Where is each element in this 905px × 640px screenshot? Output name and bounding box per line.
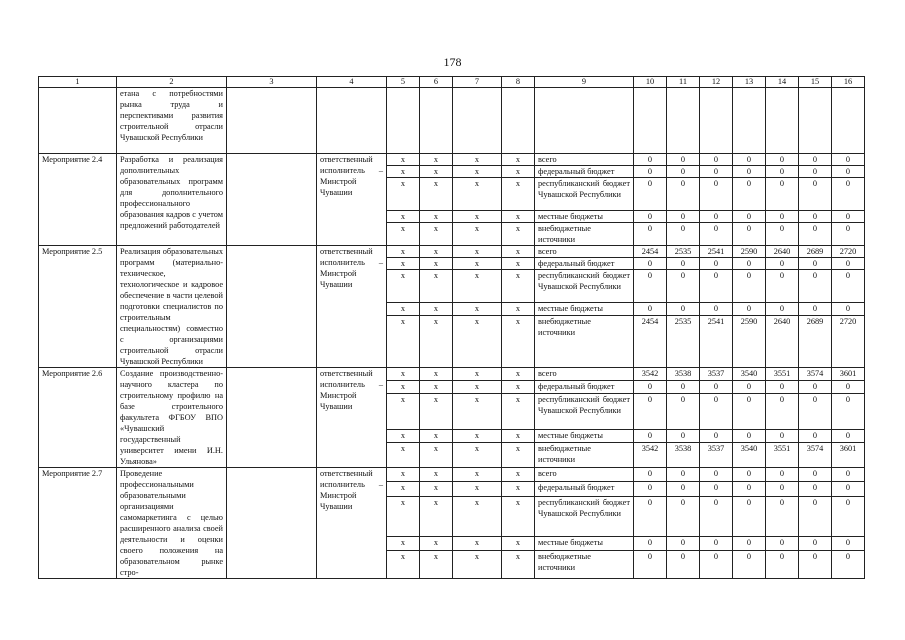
funding-source: всего: [535, 246, 634, 258]
value-cell: 0: [700, 223, 733, 246]
executor-cell: ответственный исполнитель – Минстрой Чувашии: [317, 154, 387, 246]
code-cell: x: [387, 496, 420, 536]
header-cell: 16: [832, 77, 865, 88]
measure-label: Мероприятие 2.4: [39, 154, 117, 246]
value-cell: 3551: [766, 442, 799, 467]
value-cell: 3574: [799, 368, 832, 381]
header-cell: 15: [799, 77, 832, 88]
header-row: [39, 77, 865, 88]
value-cell: 2720: [832, 246, 865, 258]
code-cell: x: [420, 223, 453, 246]
header-cell: 13: [733, 77, 766, 88]
value-cell: 2590: [733, 315, 766, 367]
header-cell: 12: [700, 77, 733, 88]
funding-source: федеральный бюджет: [535, 482, 634, 496]
value-cell: 0: [667, 223, 700, 246]
value-cell: 0: [766, 154, 799, 166]
code-cell: x: [453, 178, 502, 211]
code-cell: x: [502, 468, 535, 482]
code-cell: x: [502, 381, 535, 394]
code-cell: x: [453, 551, 502, 579]
code-cell: x: [420, 482, 453, 496]
code-cell: x: [420, 551, 453, 579]
code-cell: x: [387, 223, 420, 246]
value-cell: 0: [733, 178, 766, 211]
value-cell: 0: [634, 223, 667, 246]
code-cell: x: [387, 442, 420, 467]
funding-source: республиканский бюджет Чувашской Республики: [535, 178, 634, 211]
value-cell: 0: [799, 258, 832, 270]
funding-source: федеральный бюджет: [535, 381, 634, 394]
value-cell: 2689: [799, 246, 832, 258]
value-cell: 0: [634, 154, 667, 166]
table-row: [39, 154, 865, 166]
empty-cell: [799, 88, 832, 154]
empty-cell: [227, 154, 317, 246]
code-cell: x: [387, 551, 420, 579]
empty-cell: [317, 88, 387, 154]
header-cell: 11: [667, 77, 700, 88]
value-cell: 0: [766, 468, 799, 482]
code-cell: x: [453, 368, 502, 381]
value-cell: 0: [799, 166, 832, 178]
code-cell: x: [502, 442, 535, 467]
code-cell: x: [502, 166, 535, 178]
value-cell: 0: [700, 381, 733, 394]
value-cell: 0: [799, 429, 832, 442]
value-cell: 0: [832, 166, 865, 178]
funding-source: федеральный бюджет: [535, 258, 634, 270]
empty-cell: [227, 468, 317, 579]
value-cell: 0: [733, 303, 766, 315]
measure-label: Мероприятие 2.6: [39, 368, 117, 468]
value-cell: 0: [700, 482, 733, 496]
value-cell: 3538: [667, 368, 700, 381]
value-cell: 0: [766, 496, 799, 536]
funding-source: республиканский бюджет Чувашской Республики: [535, 496, 634, 536]
funding-source: внебюджетные источники: [535, 442, 634, 467]
code-cell: x: [502, 211, 535, 223]
value-cell: 0: [799, 551, 832, 579]
value-cell: 0: [799, 223, 832, 246]
header-cell: 2: [117, 77, 227, 88]
code-cell: x: [502, 303, 535, 315]
funding-source: внебюджетные источники: [535, 315, 634, 367]
value-cell: 0: [667, 429, 700, 442]
value-cell: 0: [766, 394, 799, 430]
funding-source: местные бюджеты: [535, 303, 634, 315]
code-cell: x: [387, 482, 420, 496]
value-cell: 2541: [700, 246, 733, 258]
value-cell: 3537: [700, 442, 733, 467]
executor-cell: ответственный исполнитель – Минстрой Чувашии: [317, 368, 387, 468]
value-cell: 0: [634, 166, 667, 178]
empty-cell: [766, 88, 799, 154]
value-cell: 0: [667, 166, 700, 178]
code-cell: x: [453, 536, 502, 550]
value-cell: 0: [667, 258, 700, 270]
funding-source: всего: [535, 468, 634, 482]
empty-cell: [453, 88, 502, 154]
value-cell: 2454: [634, 246, 667, 258]
code-cell: x: [387, 270, 420, 303]
value-cell: 0: [667, 211, 700, 223]
value-cell: 0: [766, 166, 799, 178]
value-cell: 0: [733, 223, 766, 246]
header-cell: 6: [420, 77, 453, 88]
value-cell: 0: [634, 482, 667, 496]
value-cell: 0: [667, 154, 700, 166]
value-cell: 0: [799, 536, 832, 550]
code-cell: x: [502, 223, 535, 246]
value-cell: 3540: [733, 442, 766, 467]
code-cell: x: [453, 496, 502, 536]
code-cell: x: [387, 368, 420, 381]
empty-cell: [667, 88, 700, 154]
value-cell: 0: [700, 258, 733, 270]
value-cell: 0: [634, 303, 667, 315]
header-cell: 4: [317, 77, 387, 88]
code-cell: x: [420, 429, 453, 442]
value-cell: 0: [832, 303, 865, 315]
empty-cell: [700, 88, 733, 154]
value-cell: 0: [667, 536, 700, 550]
header-cell: 14: [766, 77, 799, 88]
value-cell: 0: [667, 270, 700, 303]
value-cell: 0: [634, 551, 667, 579]
code-cell: x: [387, 468, 420, 482]
code-cell: x: [387, 381, 420, 394]
value-cell: 0: [766, 381, 799, 394]
empty-cell: [535, 88, 634, 154]
code-cell: x: [420, 381, 453, 394]
code-cell: x: [502, 496, 535, 536]
code-cell: x: [502, 178, 535, 211]
empty-cell: [227, 246, 317, 368]
funding-source: внебюджетные источники: [535, 223, 634, 246]
code-cell: x: [420, 368, 453, 381]
value-cell: 0: [799, 482, 832, 496]
code-cell: x: [502, 551, 535, 579]
code-cell: x: [453, 211, 502, 223]
code-cell: x: [453, 482, 502, 496]
value-cell: 0: [832, 394, 865, 430]
code-cell: x: [387, 394, 420, 430]
value-cell: 2689: [799, 315, 832, 367]
value-cell: 2590: [733, 246, 766, 258]
value-cell: 0: [667, 178, 700, 211]
code-cell: x: [420, 303, 453, 315]
header-cell: 3: [227, 77, 317, 88]
value-cell: 0: [832, 258, 865, 270]
code-cell: x: [502, 536, 535, 550]
funding-source: местные бюджеты: [535, 536, 634, 550]
value-cell: 0: [832, 429, 865, 442]
empty-cell: [227, 368, 317, 468]
value-cell: 3542: [634, 442, 667, 467]
measure-cell: [39, 88, 117, 154]
code-cell: x: [453, 303, 502, 315]
value-cell: 0: [634, 270, 667, 303]
value-cell: 0: [799, 178, 832, 211]
value-cell: 0: [766, 551, 799, 579]
value-cell: 0: [700, 496, 733, 536]
value-cell: 0: [700, 154, 733, 166]
code-cell: x: [453, 258, 502, 270]
code-cell: x: [420, 442, 453, 467]
value-cell: 3574: [799, 442, 832, 467]
header-cell: 8: [502, 77, 535, 88]
code-cell: x: [387, 315, 420, 367]
table-row: [39, 468, 865, 482]
page-number: 178: [443, 55, 462, 69]
empty-cell: [227, 88, 317, 154]
value-cell: 0: [832, 223, 865, 246]
empty-cell: [420, 88, 453, 154]
code-cell: x: [420, 211, 453, 223]
value-cell: 0: [634, 468, 667, 482]
header-cell: 7: [453, 77, 502, 88]
value-cell: 0: [667, 381, 700, 394]
measure-title: Реализация образовательных программ (материально-техническое, технологическое и кадровое обеспечение в части целевой подготовки специалистов по строительным специальностям) совместно с организациями строительной отрасли Чувашской Республики: [117, 246, 227, 368]
code-cell: x: [502, 154, 535, 166]
value-cell: 0: [634, 496, 667, 536]
funding-source: всего: [535, 154, 634, 166]
value-cell: 0: [766, 303, 799, 315]
code-cell: x: [420, 246, 453, 258]
code-cell: x: [387, 258, 420, 270]
code-cell: x: [502, 368, 535, 381]
value-cell: 3551: [766, 368, 799, 381]
code-cell: x: [502, 258, 535, 270]
value-cell: 0: [700, 270, 733, 303]
code-cell: x: [387, 536, 420, 550]
funding-source: республиканский бюджет Чувашской Республики: [535, 270, 634, 303]
executor-cell: ответственный исполнитель – Минстрой Чувашии: [317, 246, 387, 368]
code-cell: x: [502, 246, 535, 258]
code-cell: x: [387, 166, 420, 178]
funding-source: местные бюджеты: [535, 429, 634, 442]
value-cell: 0: [700, 551, 733, 579]
funding-source: федеральный бюджет: [535, 166, 634, 178]
value-cell: 0: [733, 381, 766, 394]
value-cell: 0: [766, 270, 799, 303]
code-cell: x: [387, 303, 420, 315]
table-row: [39, 88, 865, 154]
value-cell: 0: [667, 303, 700, 315]
value-cell: 0: [799, 154, 832, 166]
funding-source: внебюджетные источники: [535, 551, 634, 579]
table-row: [39, 246, 865, 258]
empty-cell: [387, 88, 420, 154]
value-cell: 0: [733, 536, 766, 550]
code-cell: x: [420, 166, 453, 178]
value-cell: 0: [832, 270, 865, 303]
code-cell: x: [387, 154, 420, 166]
value-cell: 0: [799, 496, 832, 536]
table-row: [39, 368, 865, 381]
value-cell: 0: [667, 551, 700, 579]
empty-cell: [634, 88, 667, 154]
funding-source: местные бюджеты: [535, 211, 634, 223]
value-cell: 0: [733, 270, 766, 303]
value-cell: 0: [832, 154, 865, 166]
empty-cell: [502, 88, 535, 154]
value-cell: 3540: [733, 368, 766, 381]
code-cell: x: [453, 223, 502, 246]
value-cell: 0: [733, 166, 766, 178]
value-cell: 0: [766, 482, 799, 496]
value-cell: 0: [832, 468, 865, 482]
value-cell: 0: [733, 394, 766, 430]
value-cell: 0: [733, 482, 766, 496]
value-cell: 0: [667, 394, 700, 430]
value-cell: 0: [634, 211, 667, 223]
measure-title: Проведение профессиональными образовательными организациями самомаркетинга с целью расширенного анализа своей деятельности и оценки своего положения на образовательном рынке стро-: [117, 468, 227, 579]
value-cell: 0: [832, 496, 865, 536]
value-cell: 3538: [667, 442, 700, 467]
value-cell: 2720: [832, 315, 865, 367]
code-cell: x: [453, 166, 502, 178]
measure-title: Разработка и реализация дополнительных образовательных программ для дополнительного профессионального образования кадров с учетом предложений работодателей: [117, 154, 227, 246]
value-cell: 2535: [667, 315, 700, 367]
value-cell: 0: [832, 381, 865, 394]
value-cell: 0: [832, 536, 865, 550]
code-cell: x: [420, 270, 453, 303]
value-cell: 2640: [766, 246, 799, 258]
value-cell: 0: [733, 551, 766, 579]
funding-source: республиканский бюджет Чувашской Республики: [535, 394, 634, 430]
value-cell: 3601: [832, 442, 865, 467]
code-cell: x: [420, 178, 453, 211]
value-cell: 0: [634, 381, 667, 394]
value-cell: 0: [799, 270, 832, 303]
measure-label: Мероприятие 2.5: [39, 246, 117, 368]
executor-cell: ответственный исполнитель – Минстрой Чувашии: [317, 468, 387, 579]
header-cell: 1: [39, 77, 117, 88]
header-cell: 5: [387, 77, 420, 88]
value-cell: 0: [700, 211, 733, 223]
code-cell: x: [453, 246, 502, 258]
value-cell: 0: [799, 394, 832, 430]
value-cell: 0: [700, 166, 733, 178]
value-cell: 0: [700, 178, 733, 211]
code-cell: x: [453, 468, 502, 482]
value-cell: 0: [733, 429, 766, 442]
value-cell: 0: [832, 482, 865, 496]
header-cell: 10: [634, 77, 667, 88]
code-cell: x: [387, 246, 420, 258]
value-cell: 0: [700, 429, 733, 442]
value-cell: 0: [634, 178, 667, 211]
budget-table: [38, 76, 865, 579]
value-cell: 0: [832, 211, 865, 223]
empty-cell: [832, 88, 865, 154]
value-cell: 0: [700, 394, 733, 430]
value-cell: 0: [733, 496, 766, 536]
code-cell: x: [453, 381, 502, 394]
code-cell: x: [387, 178, 420, 211]
value-cell: 0: [766, 429, 799, 442]
measure-title: Создание производственно-научного кластера по строительному профилю на базе строительного факультета ФГБОУ ВПО «Чувашский государственный университет имени И.Н. Ульянова»: [117, 368, 227, 468]
empty-cell: [733, 88, 766, 154]
value-cell: 0: [799, 381, 832, 394]
value-cell: 0: [700, 536, 733, 550]
value-cell: 0: [667, 468, 700, 482]
code-cell: x: [420, 536, 453, 550]
funding-source: всего: [535, 368, 634, 381]
code-cell: x: [420, 315, 453, 367]
code-cell: x: [387, 211, 420, 223]
code-cell: x: [453, 394, 502, 430]
value-cell: 3542: [634, 368, 667, 381]
value-cell: 0: [733, 154, 766, 166]
value-cell: 2640: [766, 315, 799, 367]
code-cell: x: [420, 154, 453, 166]
code-cell: x: [420, 496, 453, 536]
code-cell: x: [420, 468, 453, 482]
value-cell: 3601: [832, 368, 865, 381]
value-cell: 0: [766, 178, 799, 211]
value-cell: 0: [634, 394, 667, 430]
value-cell: 0: [634, 258, 667, 270]
value-cell: 0: [832, 551, 865, 579]
code-cell: x: [453, 270, 502, 303]
code-cell: x: [420, 394, 453, 430]
value-cell: 0: [799, 468, 832, 482]
code-cell: x: [502, 429, 535, 442]
code-cell: x: [387, 429, 420, 442]
value-cell: 0: [733, 468, 766, 482]
value-cell: 3537: [700, 368, 733, 381]
code-cell: x: [453, 154, 502, 166]
value-cell: 0: [667, 482, 700, 496]
code-cell: x: [453, 315, 502, 367]
value-cell: 0: [766, 258, 799, 270]
value-cell: 0: [799, 211, 832, 223]
code-cell: x: [502, 315, 535, 367]
value-cell: 0: [766, 211, 799, 223]
code-cell: x: [502, 394, 535, 430]
value-cell: 0: [634, 429, 667, 442]
value-cell: 0: [766, 223, 799, 246]
value-cell: 2535: [667, 246, 700, 258]
value-cell: 2454: [634, 315, 667, 367]
value-cell: 0: [733, 211, 766, 223]
code-cell: x: [453, 442, 502, 467]
header-cell: 9: [535, 77, 634, 88]
continuation-title: етана с потребностями рынка труда и перспективами развития строительной отрасли Чувашской Республики: [117, 88, 227, 154]
code-cell: x: [453, 429, 502, 442]
code-cell: x: [502, 270, 535, 303]
value-cell: 0: [634, 536, 667, 550]
value-cell: 0: [700, 303, 733, 315]
value-cell: 2541: [700, 315, 733, 367]
value-cell: 0: [799, 303, 832, 315]
value-cell: 0: [700, 468, 733, 482]
value-cell: 0: [733, 258, 766, 270]
code-cell: x: [420, 258, 453, 270]
code-cell: x: [502, 482, 535, 496]
value-cell: 0: [766, 536, 799, 550]
measure-label: Мероприятие 2.7: [39, 468, 117, 579]
value-cell: 0: [832, 178, 865, 211]
value-cell: 0: [667, 496, 700, 536]
